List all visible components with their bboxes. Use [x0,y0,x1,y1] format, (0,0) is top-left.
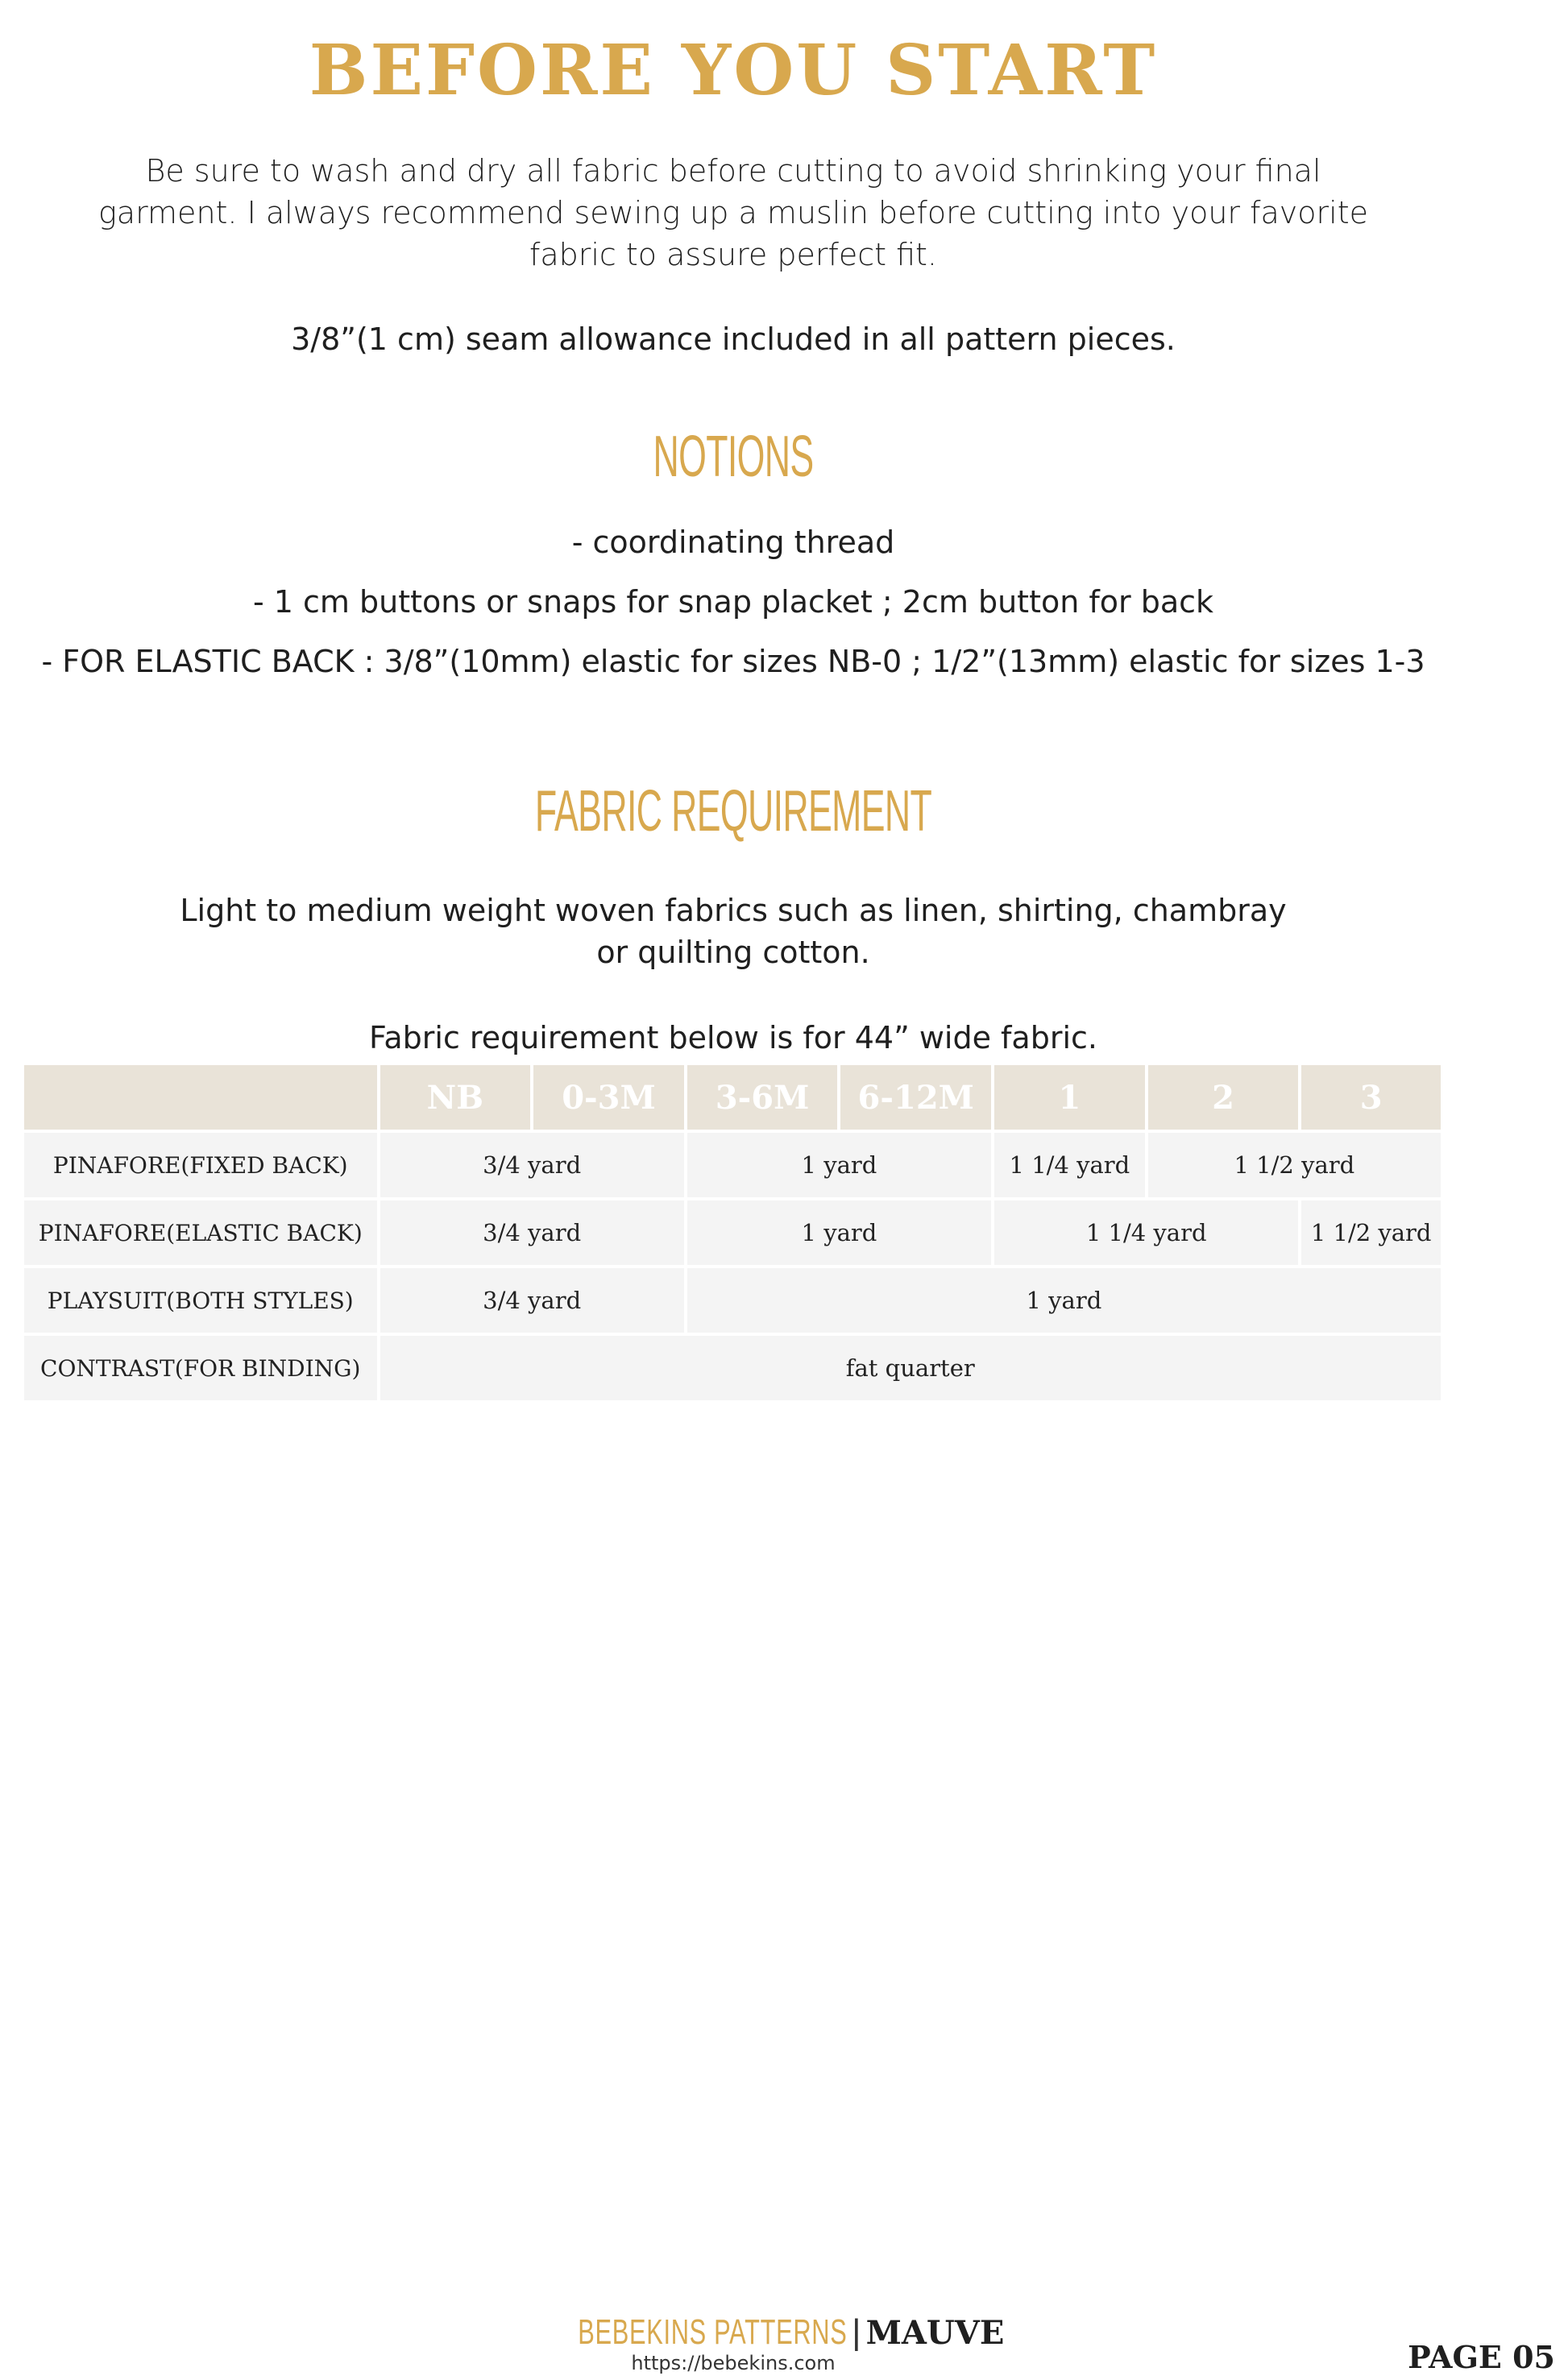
table-cell: 1 1/2 yard [1300,1199,1442,1267]
table-cell: 1 1/2 yard [1147,1131,1442,1199]
table-cell: 1 yard [686,1131,993,1199]
page-title: BEFORE YOU START [309,30,1158,111]
table-header-row [23,1064,1442,1131]
row-label: PLAYSUIT(BOTH STYLES) [23,1267,379,1334]
header-cell-size: 0-3M [532,1064,686,1131]
notions-heading: NOTIONS [653,425,814,489]
notion-item: - 1 cm buttons or snaps for snap placket ; 2cm button for back [252,584,1214,620]
pattern-name: MAUVE [865,2314,1005,2352]
table-cell: 1 yard [686,1267,1442,1334]
table-row [23,1267,1442,1334]
notion-item: - FOR ELASTIC BACK : 3/8”(10mm) elastic for sizes NB-0 ; 1/2”(13mm) elastic for sizes 1-3 [41,644,1425,679]
fabric-width-note: Fabric requirement below is for 44” wide fabric. [369,1020,1097,1055]
footer-brand [0,2311,1466,2355]
header-cell-empty [23,1064,379,1131]
notion-item: - coordinating thread [571,525,895,560]
header-cell-size: NB [379,1064,533,1131]
brand-separator: | [852,2312,861,2352]
table-cell: 3/4 yard [379,1199,686,1267]
header-cell-size: 2 [1147,1064,1300,1131]
table-cell: 1 yard [686,1199,993,1267]
header-cell-size: 6-12M [839,1064,993,1131]
seam-allowance-note: 3/8”(1 cm) seam allowance included in all pattern pieces. [291,321,1176,357]
table-cell: fat quarter [379,1334,1443,1402]
fabric-description: Light to medium weight woven fabrics such as linen, shirting, chambray or quilting cotton. [180,893,1287,970]
header-cell-size: 3-6M [686,1064,840,1131]
header-cell-size: 1 [993,1064,1147,1131]
page-number: PAGE 05 [1408,2339,1555,2375]
table-row [23,1199,1442,1267]
row-label: PINAFORE(ELASTIC BACK) [23,1199,379,1267]
row-label: CONTRAST(FOR BINDING) [23,1334,379,1402]
table-cell: 3/4 yard [379,1131,686,1199]
brand-name: BEBEKINS PATTERNS [577,2312,848,2352]
notions-list [0,512,1466,691]
table-row [23,1334,1442,1402]
fabric-requirement-heading: FABRIC REQUIREMENT [534,779,932,844]
fabric-requirement-table [21,1062,1444,1404]
intro-paragraph: Be sure to wash and dry all fabric before cutting to avoid shrinking your final garment. I always recommend sewing up a muslin before cutting into your favorite fabric to assure perfect fit. [98,153,1368,272]
table-cell: 3/4 yard [379,1267,686,1334]
row-label: PINAFORE(FIXED BACK) [23,1131,379,1199]
header-cell-size: 3 [1300,1064,1442,1131]
table-cell: 1 1/4 yard [993,1131,1147,1199]
website-link[interactable]: https://bebekins.com [631,2352,836,2374]
table-row [23,1131,1442,1199]
table-cell: 1 1/4 yard [993,1199,1300,1267]
